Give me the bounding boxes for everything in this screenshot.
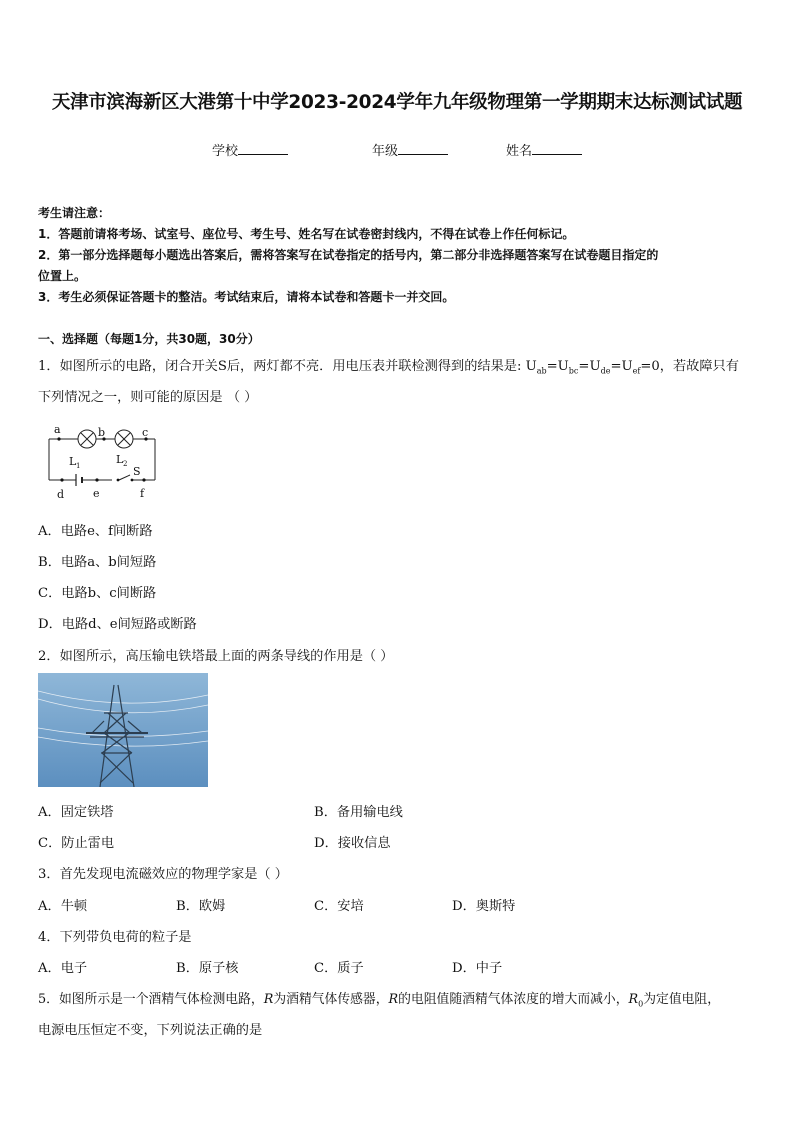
grade-field [372,140,448,159]
exam-title: 天津市滨海新区大港第十中学2023-2024学年九年级物理第一学期期末达标测试试题 [51,92,743,113]
notice-item: 位置上。 [38,269,87,283]
name-label: 姓名 [506,144,533,159]
subscript: de [600,366,611,376]
var-r: R [388,992,399,1007]
q2-option-d[interactable]: D．接收信息 [314,836,391,851]
node-label-f: f [140,487,145,500]
transmission-tower-photo [38,673,208,787]
q1-stem-line2: 下列情况之一，则可能的原因是 （ ） [38,390,258,405]
q1-stem-text: =U [610,359,633,374]
q5-stem-text: 为酒精气体传感器， [273,992,389,1007]
var-r0: R [628,992,639,1007]
lamp-l1-label: L [69,455,77,468]
section-title: 一、选择题（每题1分，共30题，30分） [38,332,260,346]
q1-stem [38,355,739,376]
q4-option-c[interactable]: C．质子 [314,961,364,976]
q1-option-d[interactable]: D．电路d、e间短路或断路 [38,617,197,632]
lamp-l2-label: L [116,453,124,466]
circuit-diagram [40,420,165,504]
q1-stem-text: =0，若故障只有 [640,359,739,374]
q3-option-d[interactable]: D．奥斯特 [452,899,516,914]
q2-option-b[interactable]: B．备用输电线 [314,805,403,820]
school-blank[interactable] [238,143,288,155]
grade-label: 年级 [372,144,399,159]
q1-stem-text: 1．如图所示的电路，闭合开关S后，两灯都不亮．用电压表并联检测得到的结果是: U [38,359,537,374]
q1-option-b[interactable]: B．电路a、b间短路 [38,555,157,570]
school-field [212,140,288,159]
q5-stem-line2: 电源电压恒定不变，下列说法正确的是 [38,1023,263,1038]
node-label-b: b [98,426,106,439]
node-label-a: a [54,423,61,436]
lamp-l2-sub: 2 [123,460,128,468]
school-label: 学校 [212,144,239,159]
name-blank[interactable] [532,143,582,155]
q3-stem: 3．首先发现电流磁效应的物理学家是（ ） [38,867,288,882]
q5-stem-text: 的电阻值随酒精气体浓度的增大而减小， [398,992,629,1007]
q3-option-a[interactable]: A．牛顿 [38,899,88,914]
lamp-l1-sub: 1 [76,462,81,470]
q4-option-b[interactable]: B．原子核 [176,961,239,976]
notice-heading: 考生请注意： [38,206,111,220]
q5-stem [38,988,720,1009]
q4-stem: 4．下列带负电荷的粒子是 [38,930,192,945]
q1-stem-text: =U [546,359,569,374]
q5-stem-text: 为定值电阻， [643,992,721,1007]
subscript: bc [568,366,579,376]
notice-item: 2．第一部分选择题每小题选出答案后，需将答案写在试卷指定的括号内，第二部分非选择题答案写在试卷题目指定的 [38,248,659,262]
node-label-c: c [142,426,149,439]
q1-option-c[interactable]: C．电路b、c间断路 [38,586,157,601]
q2-option-a[interactable]: A．固定铁塔 [38,805,114,820]
var-r: R [263,992,274,1007]
node-label-d: d [57,488,65,501]
q4-option-a[interactable]: A．电子 [38,961,88,976]
grade-blank[interactable] [398,143,448,155]
q5-stem-text: 5．如图所示是一个酒精气体检测电路， [38,992,264,1007]
q2-option-c[interactable]: C．防止雷电 [38,836,115,851]
q1-option-a[interactable]: A．电路e、f间断路 [38,524,153,539]
q4-option-d[interactable]: D．中子 [452,961,503,976]
subscript: ef [632,366,641,376]
q3-option-c[interactable]: C．安培 [314,899,364,914]
notice-item: 3．考生必须保证答题卡的整洁。考试结束后，请将本试卷和答题卡一并交回。 [38,290,455,304]
q3-option-b[interactable]: B．欧姆 [176,899,226,914]
name-field [506,140,582,159]
q1-stem-text: =U [578,359,601,374]
subscript: ab [536,366,547,376]
subscript: 0 [638,999,644,1009]
node-label-e: e [93,487,100,500]
q2-stem: 2．如图所示，高压输电铁塔最上面的两条导线的作用是（ ） [38,649,394,664]
switch-label: S [133,465,141,478]
notice-item: 1．答题前请将考场、试室号、座位号、考生号、姓名写在试卷密封线内，不得在试卷上作任何标记。 [38,227,575,241]
